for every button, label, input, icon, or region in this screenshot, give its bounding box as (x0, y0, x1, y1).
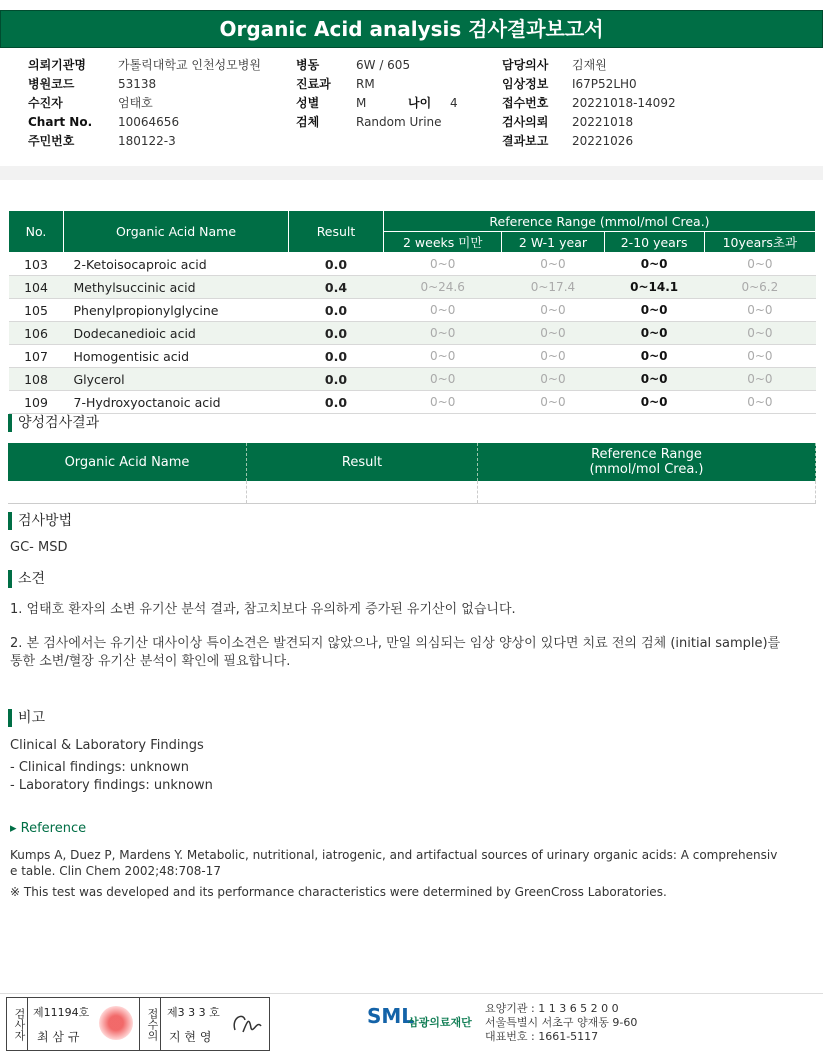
pos-header-ref-line2: (mmol/mol Crea.) (589, 462, 704, 477)
info-label: 접수번호 (502, 96, 549, 110)
cell-ref: 0~0 (704, 253, 815, 276)
table-row (9, 368, 816, 391)
cell-result: 0.0 (289, 322, 384, 345)
info-column-2 (296, 55, 458, 131)
header-no: No. (9, 211, 64, 253)
age-label: 나이 (408, 96, 432, 110)
table-row (8, 481, 816, 504)
seal-stamp-icon (99, 1006, 133, 1040)
tester-label: 검사자 (7, 998, 28, 1050)
info-value: M (356, 95, 367, 110)
info-value: 20221018 (572, 114, 634, 129)
info-column-1 (28, 55, 261, 150)
cell-ref-active: 0~0 (604, 391, 704, 414)
info-label: 수진자 (28, 96, 63, 110)
cell-ref: 0~0 (502, 368, 604, 391)
cell-ref: 0~0 (704, 391, 815, 414)
cell-ref: 0~0 (704, 299, 815, 322)
signature-box (6, 997, 270, 1051)
header-reference-range: Reference Range (mmol/mol Crea.) (384, 211, 816, 232)
section-divider (0, 166, 823, 180)
info-value: 20221026 (572, 133, 634, 148)
remarks-line-3: - Laboratory findings: unknown (10, 778, 213, 793)
info-value: 10064656 (118, 114, 180, 129)
cell-name: 7-Hydroxyoctanoic acid (64, 391, 289, 414)
cell-no: 106 (9, 322, 64, 345)
info-label: 검체 (296, 115, 320, 129)
cell-ref-active: 0~14.1 (604, 276, 704, 299)
approver-name: 지 현 영 (169, 1030, 212, 1044)
info-label: 담당의사 (502, 58, 549, 72)
cell-ref-active: 0~0 (604, 345, 704, 368)
pos-header-result: Result (247, 443, 478, 481)
info-value: RM (356, 76, 375, 91)
section-title-positive: 양성검사결과 (8, 414, 99, 432)
info-value: 20221018-14092 (572, 95, 676, 110)
cell-ref: 0~0 (704, 345, 815, 368)
table-row (9, 345, 816, 368)
cell-name: Methylsuccinic acid (64, 276, 289, 299)
info-label: 병동 (296, 58, 320, 72)
cell-ref: 0~0 (502, 299, 604, 322)
section-title-method: 검사방법 (8, 512, 72, 530)
info-value: 김재원 (572, 58, 607, 72)
method-text: GC- MSD (10, 540, 68, 555)
reference-note: ※ This test was developed and its performance characteristics were determined by GreenCross Laboratories. (10, 885, 667, 899)
info-value: 6W / 605 (356, 57, 411, 72)
cell-ref: 0~0 (502, 345, 604, 368)
info-value: Random Urine (356, 114, 442, 129)
table-row (9, 391, 816, 414)
info-value: 180122-3 (118, 133, 176, 148)
info-label: 성별 (296, 96, 320, 110)
ref-col-header: 2 W-1 year (502, 232, 604, 253)
cell-name: Glycerol (64, 368, 289, 391)
organization-name: 삼광의료재단 (408, 1016, 472, 1029)
remarks-line-2: - Clinical findings: unknown (10, 760, 189, 775)
ref-col-header: 2-10 years (604, 232, 704, 253)
section-title-remarks: 비고 (8, 709, 45, 727)
cell-name: Dodecanedioic acid (64, 322, 289, 345)
reference-line-1: Kumps A, Duez P, Mardens Y. Metabolic, nutritional, iatrogenic, and artifactual sources of urinary organic acids: A comprehensiv (10, 848, 778, 862)
cell-ref: 0~0 (704, 322, 815, 345)
info-label: 의뢰기관명 (28, 58, 86, 72)
section-title-findings: 소견 (8, 570, 45, 588)
cell-no: 105 (9, 299, 64, 322)
reference-title: ▸ Reference (10, 821, 87, 836)
info-label: 임상정보 (502, 77, 549, 91)
cell-ref: 0~24.6 (384, 276, 502, 299)
info-value: I67P52LH0 (572, 76, 637, 91)
remarks-line-1: Clinical & Laboratory Findings (10, 738, 204, 753)
address-line-1: 요양기관 : 1 1 3 6 5 2 0 0 (485, 1002, 619, 1015)
cell-result: 0.0 (289, 391, 384, 414)
cell-ref: 0~0 (384, 322, 502, 345)
report-footer (0, 993, 823, 1059)
positive-results-table (8, 443, 816, 504)
info-label: 결과보고 (502, 134, 549, 148)
sml-logo: SML (367, 1004, 415, 1028)
cell-ref-active: 0~0 (604, 368, 704, 391)
cell-name: 2-Ketoisocaproic acid (64, 253, 289, 276)
info-value: 엄태호 (118, 96, 153, 110)
cell-ref: 0~0 (384, 368, 502, 391)
cell-no: 104 (9, 276, 64, 299)
cell-ref-active: 0~0 (604, 299, 704, 322)
cell-ref: 0~0 (384, 253, 502, 276)
empty-cell (8, 481, 247, 504)
info-value: 53138 (118, 76, 157, 91)
findings-line-2b: 통한 소변/혈장 유기산 분석이 확인에 필요합니다. (10, 654, 291, 669)
empty-cell (478, 481, 816, 504)
cell-name: Phenylpropionylglycine (64, 299, 289, 322)
cell-ref: 0~0 (502, 253, 604, 276)
approver-label: 접수의 (139, 998, 161, 1050)
cell-ref-active: 0~0 (604, 253, 704, 276)
approver-license: 제3 3 3 호 (167, 1006, 220, 1019)
cell-ref: 0~0 (704, 368, 815, 391)
report-title: Organic Acid analysis 검사결과보고서 (0, 10, 823, 48)
pos-header-ref-line1: Reference Range (591, 447, 702, 462)
info-label: Chart No. (28, 114, 93, 129)
header-name: Organic Acid Name (64, 211, 289, 253)
table-row (9, 253, 816, 276)
cell-no: 108 (9, 368, 64, 391)
header-result: Result (289, 211, 384, 253)
address-line-3: 대표번호 : 1661-5117 (485, 1030, 599, 1043)
cell-ref: 0~0 (384, 345, 502, 368)
results-table (8, 210, 816, 414)
findings-line-1: 1. 엄태호 환자의 소변 유기산 분석 결과, 참고치보다 유의하게 증가된 유기산이 없습니다. (10, 602, 516, 617)
reference-line-2: e table. Clin Chem 2002;48:708-17 (10, 864, 221, 878)
info-label: 병원코드 (28, 77, 75, 91)
ref-col-header: 2 weeks 미만 (384, 232, 502, 253)
cell-ref: 0~6.2 (704, 276, 815, 299)
signature-icon (229, 1008, 263, 1040)
empty-cell (247, 481, 478, 504)
cell-ref: 0~17.4 (502, 276, 604, 299)
cell-ref: 0~0 (384, 299, 502, 322)
pos-header-ref (478, 443, 816, 481)
findings-line-2a: 2. 본 검사에서는 유기산 대사이상 특이소견은 발견되지 않았으나, 만일 의심되는 임상 양상이 있다면 치료 전의 검체 (initial sample)를 (10, 636, 781, 651)
cell-name: Homogentisic acid (64, 345, 289, 368)
age-value: 4 (450, 95, 458, 110)
table-row (9, 299, 816, 322)
address-line-2: 서울특별시 서초구 양재동 9-60 (485, 1016, 638, 1029)
organization-address (485, 1002, 637, 1044)
cell-ref: 0~0 (384, 391, 502, 414)
cell-ref: 0~0 (502, 322, 604, 345)
info-label: 진료과 (296, 77, 331, 91)
table-row (9, 276, 816, 299)
info-label: 검사의뢰 (502, 115, 549, 129)
table-row (9, 322, 816, 345)
cell-no: 103 (9, 253, 64, 276)
pos-header-name: Organic Acid Name (8, 443, 247, 481)
cell-result: 0.0 (289, 253, 384, 276)
cell-result: 0.0 (289, 345, 384, 368)
cell-no: 107 (9, 345, 64, 368)
ref-col-header: 10years초과 (704, 232, 815, 253)
cell-ref: 0~0 (502, 391, 604, 414)
tester-name: 최 삼 규 (37, 1030, 80, 1044)
info-label: 주민번호 (28, 134, 75, 148)
cell-result: 0.4 (289, 276, 384, 299)
cell-ref-active: 0~0 (604, 322, 704, 345)
cell-result: 0.0 (289, 368, 384, 391)
info-value: 가톨릭대학교 인천성모병원 (118, 58, 261, 72)
tester-license: 제11194호 (33, 1006, 90, 1019)
info-column-3 (502, 55, 676, 150)
cell-result: 0.0 (289, 299, 384, 322)
cell-no: 109 (9, 391, 64, 414)
